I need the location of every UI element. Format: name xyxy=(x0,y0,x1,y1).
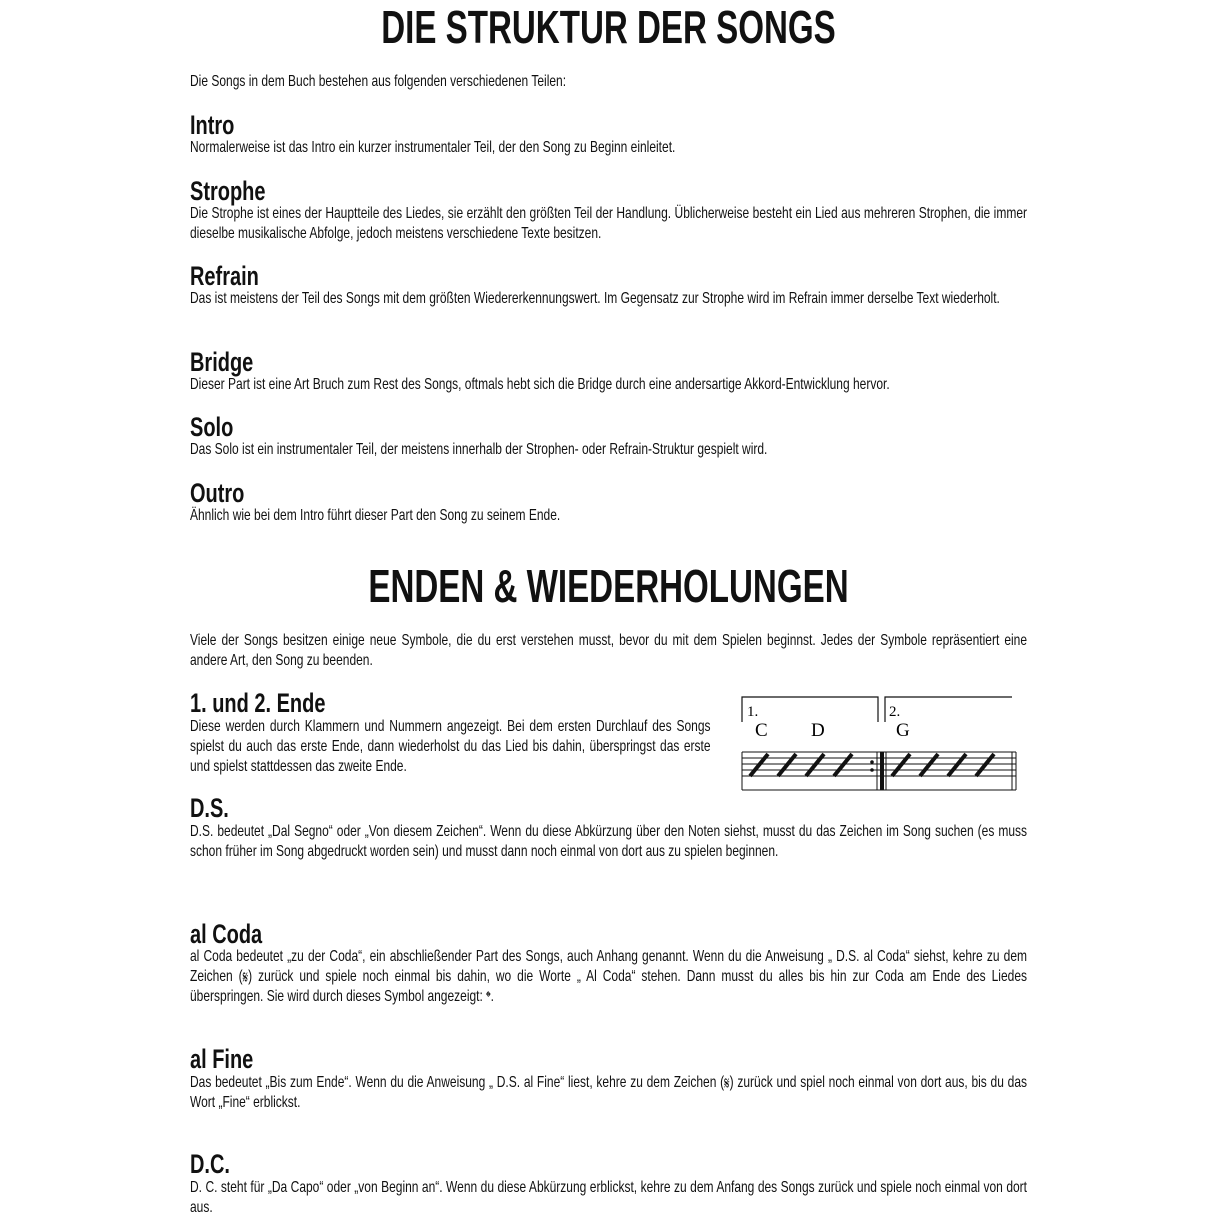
text-strophe: Die Strophe ist eines der Hauptteile des Liedes, sie erzählt den größten Teil der Handlung. Üblicherweise besteht ein Lied aus mehreren Strophen, die immer dieselbe musikalische Abfolge, jedoch meistens verschiedene Texte besitzen. xyxy=(190,205,1027,242)
heading-endings: 1. und 2. Ende xyxy=(190,688,326,718)
text-alcoda xyxy=(190,947,1027,1007)
section1-title: DIE STRUKTUR DER SONGS xyxy=(381,1,836,53)
heading-strophe: Strophe xyxy=(190,176,266,206)
chord-g: G xyxy=(896,720,910,741)
section2-intro: Viele der Songs besitzen einige neue Symbole, die du erst verstehen musst, bevor du mit dem Spielen beginnst. Jedes der Symbole repräsentiert eine andere Art, den Song zu beenden. xyxy=(190,632,1027,669)
ending-2-bracket xyxy=(885,697,1012,722)
text-solo: Das Solo ist ein instrumentaler Teil, der meistens innerhalb der Strophen- oder Refrain-Struktur gespielt wird. xyxy=(190,441,768,458)
text-intro: Normalerweise ist das Intro ein kurzer instrumentaler Teil, der den Song zu Beginn einleitet. xyxy=(190,139,676,156)
text-alcoda-part-c: . xyxy=(490,988,494,1005)
section1-intro: Die Songs in dem Buch bestehen aus folgenden verschiedenen Teilen: xyxy=(190,73,567,90)
ending-1-bracket xyxy=(742,697,878,722)
heading-ds: D.S. xyxy=(190,793,229,823)
text-alfine xyxy=(190,1073,1027,1113)
chord-d: D xyxy=(811,720,825,741)
repeat-dot-lower xyxy=(870,768,874,772)
repeat-dot-upper xyxy=(870,760,874,764)
ending-2-label: 2. xyxy=(889,704,901,720)
text-alfine-part-a: Das bedeutet „Bis zum Ende“. Wenn du die Anweisung „ D.S. al Fine“ liest, kehre zu dem Zeichen ( xyxy=(190,1074,725,1091)
slash-notes-measure-2 xyxy=(892,754,994,776)
segno-icon: 𝄋 xyxy=(724,1074,730,1094)
text-ds: D.S. bedeutet „Dal Segno“ oder „Von diesem Zeichen“. Wenn du diese Abkürzung über den Noten siehst, musst du das Zeichen im Song suchen (es muss schon früher im Song abgedruckt worden sein) und musst dann noch einmal von dort aus zu spielen beginnen. xyxy=(190,823,1027,860)
heading-intro: Intro xyxy=(190,110,235,140)
text-refrain: Das ist meistens der Teil des Songs mit dem größten Wiedererkennungswert. Im Gegensatz zur Strophe wird im Refrain immer derselbe Text wiederholt. xyxy=(190,290,1000,307)
heading-alfine: al Fine xyxy=(190,1044,254,1074)
text-bridge: Dieser Part ist eine Art Bruch zum Rest des Songs, oftmals hebt sich die Bridge durch eine andersartige Akkord-Entwicklung hervor. xyxy=(190,376,890,393)
text-alcoda-part-b: ) zurück und spiele noch einmal bis dahin, wo die Worte „ Al Coda“ stehen. Dann musst du alles bis hin zur Coda am Ende des Liedes überspringen. Sie wird durch dieses Symbol angezeigt: xyxy=(190,968,1027,1005)
heading-bridge: Bridge xyxy=(190,347,254,377)
slash-notes-measure-1 xyxy=(750,754,852,776)
text-alcoda-part-a: al Coda bedeutet „zu der Coda“, ein abschließender Part des Songs, auch Anhang genannt. Wenn du die Anweisung „ D.S. al Coda“ siehst, kehre zu dem Zeichen ( xyxy=(190,948,1027,985)
segno-icon: 𝄋 xyxy=(242,968,249,988)
coda-icon: 𝄌 xyxy=(486,988,491,1008)
heading-outro: Outro xyxy=(190,478,245,508)
heading-solo: Solo xyxy=(190,412,234,442)
heading-refrain: Refrain xyxy=(190,261,259,291)
text-alfine-part-b: ) zurück und spiel noch einmal von dort aus, bis du das Wort „Fine“ erblickst. xyxy=(190,1074,1028,1111)
ending-brackets-diagram xyxy=(738,692,1020,796)
text-endings: Diese werden durch Klammern und Nummern angezeigt. Bei dem ersten Durchlauf des Songs spielst du auch das erste Ende, dann wiederholst du das Lied bis dahin, überspringst das erste und spielst stattdessen das zweite Ende. xyxy=(190,718,711,775)
text-dc: D. C. steht für „Da Capo“ oder „von Beginn an“. Wenn du diese Abkürzung erblickst, kehre zu dem Anfang des Songs zurück und spiele noch einmal von dort aus. xyxy=(190,1179,1027,1216)
section2-title: ENDEN & WIEDERHOLUNGEN xyxy=(368,560,849,612)
ending-1-label: 1. xyxy=(747,704,759,720)
chord-c: C xyxy=(755,720,768,741)
heading-alcoda: al Coda xyxy=(190,919,263,949)
heading-dc: D.C. xyxy=(190,1149,230,1179)
text-outro: Ähnlich wie bei dem Intro führt dieser Part den Song zu seinem Ende. xyxy=(190,507,561,524)
